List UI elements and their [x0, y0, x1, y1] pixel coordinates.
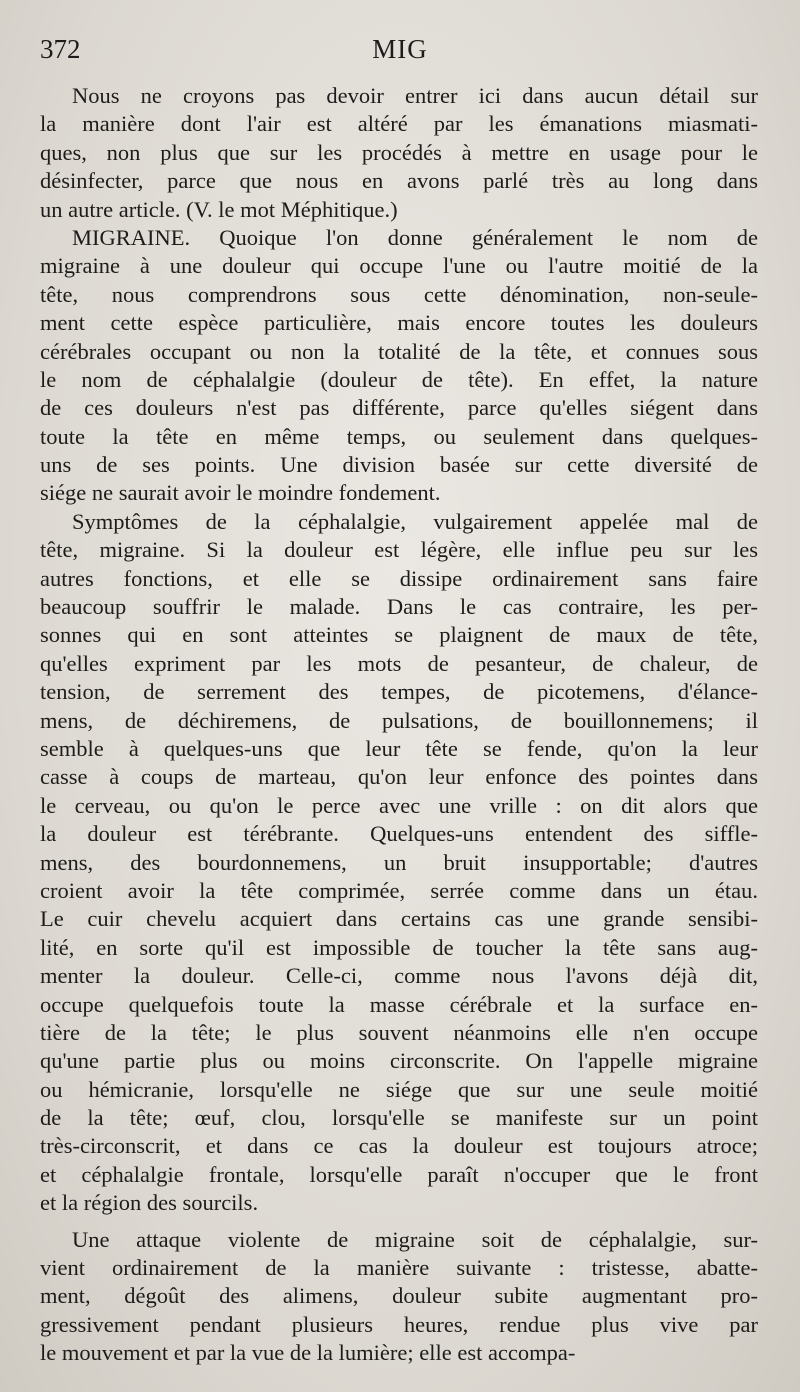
text-line: un autre article. (V. le mot Méphitique.): [40, 196, 398, 222]
text-line: gressivement pendant plusieurs heures, rendue plus vive par: [40, 1311, 758, 1337]
text-line: très-circonscrit, et dans ce cas la douleur est toujours atroce;: [40, 1133, 758, 1159]
text-line: lité, en sorte qu'il est impossible de toucher la tête sans aug-: [40, 934, 758, 960]
text-line: casse à coups de marteau, qu'on leur enfonce des pointes dans: [40, 764, 758, 790]
text-line: vient ordinairement de la manière suivante : tristesse, abatte-: [40, 1255, 758, 1281]
text-line: tête, nous comprendrons sous cette dénomination, non-seule-: [40, 281, 758, 307]
text-line: beaucoup souffrir le malade. Dans le cas contraire, les per-: [40, 594, 758, 620]
text-line: la manière dont l'air est altéré par les émanations miasmati-: [40, 111, 758, 137]
text-line: le nom de céphalalgie (douleur de tête). En effet, la nature: [40, 366, 758, 392]
text-line: ou hémicranie, lorsqu'elle ne siége que sur une seule moitié: [40, 1076, 758, 1102]
text-line: de ces douleurs n'est pas différente, parce qu'elles siégent dans: [40, 395, 758, 421]
text-line: semble à quelques-uns que leur tête se fende, qu'on la leur: [40, 735, 758, 761]
running-head: MIG: [372, 34, 428, 64]
paragraph: [40, 82, 758, 224]
text-line: ques, non plus que sur les procédés à mettre en usage pour le: [40, 139, 758, 165]
text-line: Le cuir chevelu acquiert dans certains cas une grande sensibi-: [40, 906, 758, 932]
text-line: siége ne saurait avoir le moindre fondement.: [40, 480, 441, 506]
text-line: sonnes qui en sont atteintes se plaignent de maux de tête,: [40, 622, 758, 648]
text-line: mens, de déchiremens, de pulsations, de bouillonnemens; il: [40, 707, 758, 733]
paragraph: [40, 224, 758, 508]
text-line: et la région des sourcils.: [40, 1190, 259, 1216]
text-line: tension, de serrement des tempes, de picotemens, d'élance-: [40, 679, 758, 705]
paragraph-gap: [40, 1218, 758, 1226]
paragraph: [40, 1226, 758, 1368]
text-line: uns de ses points. Une division basée sur cette diversité de: [40, 452, 758, 478]
text-line: menter la douleur. Celle-ci, comme nous l'avons déjà dit,: [40, 963, 758, 989]
text-line: Symptômes de la céphalalgie, vulgairement appelée mal de: [72, 508, 758, 534]
text-line: Une attaque violente de migraine soit de céphalalgie, sur-: [72, 1226, 758, 1252]
text-line: de la tête; œuf, clou, lorsqu'elle se manifeste sur un point: [40, 1105, 758, 1131]
text-line: tête, migraine. Si la douleur est légère, elle influe peu sur les: [40, 537, 758, 563]
text-line: autres fonctions, et elle se dissipe ordinairement sans faire: [40, 565, 758, 591]
text-line: mens, des bourdonnemens, un bruit insupportable; d'autres: [40, 849, 758, 875]
text-line: occupe quelquefois toute la masse cérébrale et la surface en-: [40, 991, 758, 1017]
text-line: ment cette espèce particulière, mais encore toutes les douleurs: [40, 310, 758, 336]
text-line: désinfecter, parce que nous en avons parlé très au long dans: [40, 168, 758, 194]
paragraph: [40, 508, 758, 1218]
text-line: migraine à une douleur qui occupe l'une ou l'autre moitié de la: [40, 253, 758, 279]
body-text: [40, 82, 758, 1368]
text-line: le mouvement et par la vue de la lumière; elle est accompa-: [40, 1340, 576, 1366]
text-line: la douleur est térébrante. Quelques-uns entendent des siffle-: [40, 821, 758, 847]
text-line: cérébrales occupant ou non la totalité de la tête, et connues sous: [40, 338, 758, 364]
text-line: toute la tête en même temps, ou seulement dans quelques-: [40, 423, 758, 449]
text-line: le cerveau, ou qu'on le perce avec une vrille : on dit alors que: [40, 792, 758, 818]
text-line: croient avoir la tête comprimée, serrée comme dans un étau.: [40, 877, 758, 903]
text-line: qu'une partie plus ou moins circonscrite. On l'appelle migraine: [40, 1048, 758, 1074]
text-line: qu'elles expriment par les mots de pesanteur, de chaleur, de: [40, 650, 758, 676]
text-line: et céphalalgie frontale, lorsqu'elle paraît n'occuper que le front: [40, 1161, 758, 1187]
page-number: 372: [40, 34, 81, 64]
text-line: MIGRAINE. Quoique l'on donne généralement le nom de: [72, 224, 758, 250]
text-line: tière de la tête; le plus souvent néanmoins elle n'en occupe: [40, 1019, 758, 1045]
text-line: Nous ne croyons pas devoir entrer ici dans aucun détail sur: [72, 83, 758, 108]
text-line: ment, dégoût des alimens, douleur subite augmentant pro-: [40, 1283, 758, 1309]
page-header: [40, 34, 760, 74]
